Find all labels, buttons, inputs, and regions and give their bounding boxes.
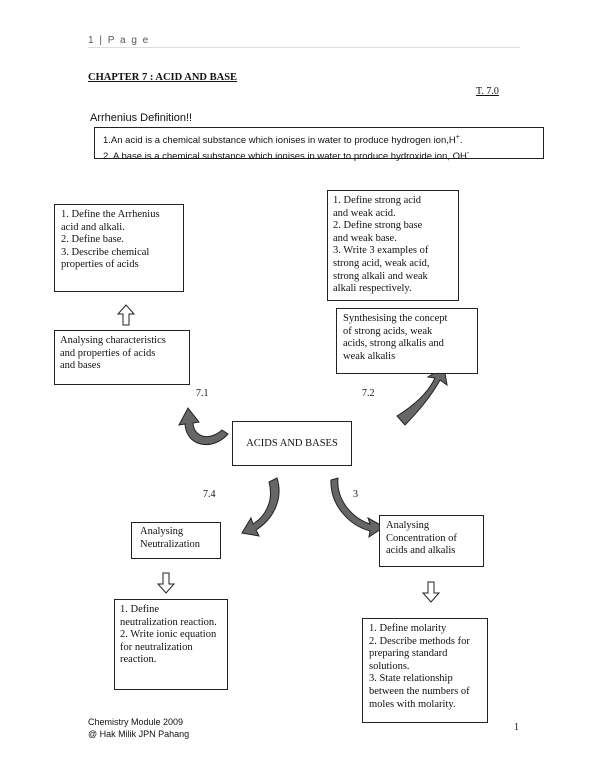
acid-definition: 1.An acid is a chemical substance which ionises in water to produce hydrogen ion,H+. bbox=[103, 134, 463, 147]
footer bbox=[88, 716, 189, 740]
central-topic-label: ACIDS AND BASES bbox=[246, 438, 338, 449]
skill-7-3-text: Analysing Concentration of acids and alkalis bbox=[386, 520, 457, 557]
skill-7-2-text: Synthesising the concept of strong acids, weak acids, strong alkalis and weak alkalis bbox=[343, 313, 448, 362]
central-topic-box bbox=[232, 421, 352, 466]
topic-code: T. 7.0 bbox=[476, 86, 499, 97]
skill-box-7-4 bbox=[131, 522, 221, 559]
down-arrow-icon bbox=[423, 582, 439, 602]
skill-box-7-2 bbox=[336, 308, 478, 374]
objectives-7-4-text: 1. Define neutralization reaction. 2. Write ionic equation for neutralization reaction. bbox=[120, 604, 217, 666]
curved-arrow-icon bbox=[242, 478, 279, 536]
objectives-7-2-text: 1. Define strong acid and weak acid. 2. Define strong base and weak base. 3. Write 3 examples of strong acid, weak acid, strong alkali and weak alkali respectively. bbox=[333, 195, 430, 295]
footer-module: Chemistry Module 2009 bbox=[88, 717, 184, 727]
curved-arrow-icon bbox=[331, 478, 384, 537]
objectives-box-7-4 bbox=[114, 599, 228, 690]
arrhenius-heading: Arrhenius Definition!! bbox=[90, 112, 193, 124]
footer-page-number: 1 bbox=[514, 722, 519, 733]
page-header: 1 | P a g e bbox=[88, 35, 150, 46]
objectives-box-7-3 bbox=[362, 618, 488, 723]
curved-arrow-icon bbox=[179, 408, 228, 445]
down-arrow-icon bbox=[158, 573, 174, 593]
branch-number-7-4: 7.4 bbox=[203, 489, 216, 500]
up-arrow-icon bbox=[118, 305, 134, 325]
branch-number-7-3: 3 bbox=[353, 489, 358, 500]
objectives-7-1-text: 1. Define the Arrhenius acid and alkali. 2. Define base. 3. Describe chemical properties of acids bbox=[61, 209, 160, 271]
branch-number-7-1: 7.1 bbox=[196, 388, 209, 399]
branch-number-7-2: 7.2 bbox=[362, 388, 375, 399]
objectives-7-3-text: 1. Define molarity 2. Describe methods for preparing standard solutions. 3. State relationship between the numbers of moles with molarity. bbox=[369, 623, 470, 710]
skill-box-7-3 bbox=[379, 515, 484, 567]
skill-7-4-text: Analysing Neutralization bbox=[140, 526, 201, 550]
base-definition: 2. A base is a chemical substance which ionises in water to produce hydroxide ion, OH- bbox=[103, 150, 470, 163]
objectives-box-7-2 bbox=[327, 190, 459, 301]
skill-box-7-1 bbox=[54, 330, 190, 385]
chapter-title: CHAPTER 7 : ACID AND BASE bbox=[88, 72, 238, 83]
skill-7-1-text: Analysing characteristics and properties of acids and bases bbox=[60, 335, 166, 372]
page-label: P a g e bbox=[107, 35, 150, 46]
curved-arrow-icon bbox=[397, 367, 447, 425]
page-number: 1 bbox=[88, 35, 96, 46]
objectives-box-7-1 bbox=[54, 204, 184, 292]
footer-owner: @ Hak Milik JPN Pahang bbox=[88, 729, 190, 739]
